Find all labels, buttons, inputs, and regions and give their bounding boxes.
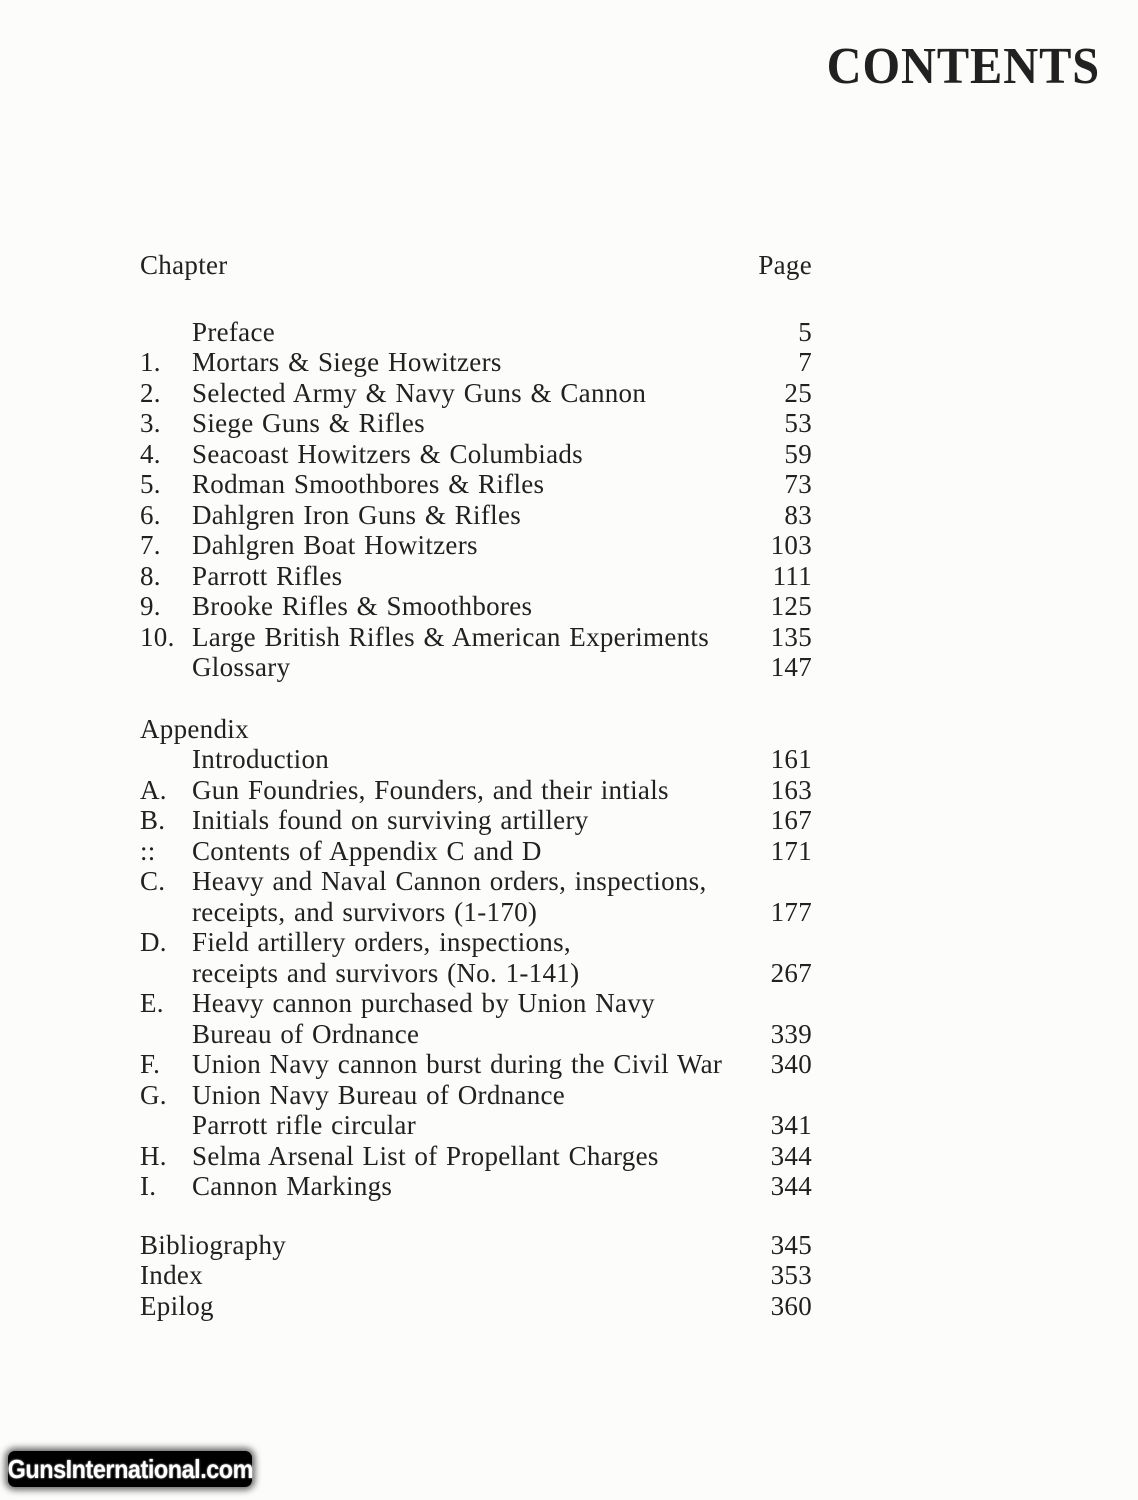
- toc-row-marker: B.: [140, 805, 166, 835]
- toc-row-page: 135: [770, 621, 812, 652]
- toc-row-page: 83: [784, 499, 812, 530]
- toc-row: [140, 1080, 812, 1111]
- toc-row: [140, 775, 812, 806]
- toc-row: [140, 1291, 812, 1322]
- toc-row-marker: 3.: [140, 408, 161, 438]
- chapter-column-header: Chapter: [140, 250, 228, 280]
- toc-row-marker: G.: [140, 1079, 167, 1110]
- toc-row: [140, 439, 812, 470]
- toc-row-title: receipts and survivors (No. 1-141): [192, 957, 580, 988]
- toc-row-marker: 2.: [140, 377, 161, 408]
- toc-row: [140, 958, 812, 989]
- toc-row-title: Mortars & Siege Howitzers: [192, 347, 502, 377]
- toc-row-title: Index: [140, 1260, 203, 1290]
- toc-row-marker: I.: [140, 1171, 157, 1201]
- toc-row-page: 147: [770, 652, 812, 682]
- toc-row-title: Union Navy cannon burst during the Civil War: [192, 1049, 723, 1079]
- toc-row: [140, 1260, 812, 1291]
- toc-row-page: 161: [770, 744, 812, 774]
- toc-row-marker: ::: [140, 835, 156, 866]
- toc-row-title: Bureau of Ordnance: [192, 1018, 420, 1049]
- toc-row-title: Selected Army & Navy Guns & Cannon: [192, 377, 647, 408]
- toc-row-title: Selma Arsenal List of Propellant Charges: [192, 1140, 659, 1171]
- toc-row: [140, 1230, 812, 1261]
- toc-row: [140, 866, 812, 897]
- toc-row: [140, 744, 812, 775]
- toc-row-marker: D.: [140, 927, 167, 957]
- toc-row-title: Parrott Rifles: [192, 560, 343, 591]
- toc-row-title: Field artillery orders, inspections,: [192, 927, 571, 957]
- section-gap: [140, 683, 812, 714]
- toc-row-title: Gun Foundries, Founders, and their intials: [192, 774, 669, 805]
- toc-row: [140, 317, 812, 348]
- toc-row-page: 7: [798, 347, 812, 377]
- toc-row-marker: H.: [140, 1140, 167, 1171]
- toc-row-page: 340: [770, 1049, 812, 1079]
- watermark-text: GunsInternational.com: [7, 1454, 253, 1484]
- toc-row: [140, 927, 812, 958]
- toc-row: [140, 591, 812, 622]
- toc-row: [140, 1049, 812, 1080]
- toc-row-page: 53: [784, 408, 812, 438]
- toc-row-page: 163: [770, 774, 812, 805]
- toc-row-title: Contents of Appendix C and D: [192, 835, 542, 866]
- toc-row-title: Epilog: [140, 1290, 214, 1321]
- toc-row-title: Heavy and Naval Cannon orders, inspections,: [192, 866, 707, 896]
- toc-row-page: 344: [770, 1171, 812, 1201]
- toc-row-page: 25: [784, 377, 812, 408]
- page-title: CONTENTS: [826, 38, 1100, 95]
- toc-row-title: Heavy cannon purchased by Union Navy: [192, 988, 655, 1018]
- back-matter-list: [140, 1230, 812, 1322]
- appendix-list: [140, 744, 812, 1202]
- toc-row-page: 171: [770, 835, 812, 866]
- table-of-contents: [140, 250, 812, 1321]
- toc-row-title: Union Navy Bureau of Ordnance: [192, 1079, 566, 1110]
- toc-row-marker: 1.: [140, 347, 161, 377]
- toc-row-page: 267: [770, 957, 812, 988]
- toc-row-marker: 6.: [140, 499, 161, 530]
- toc-row-title: Introduction: [192, 744, 330, 774]
- toc-row: [140, 805, 812, 836]
- toc-row-page: 345: [770, 1229, 812, 1260]
- watermark-badge: [8, 1451, 252, 1487]
- toc-row: [140, 1141, 812, 1172]
- toc-row-marker: 5.: [140, 469, 161, 499]
- toc-row-marker: 4.: [140, 438, 161, 469]
- toc-row-page: 344: [770, 1140, 812, 1171]
- toc-row: [140, 622, 812, 653]
- toc-row-page: 125: [770, 591, 812, 621]
- toc-row: [140, 500, 812, 531]
- toc-row: [140, 347, 812, 378]
- toc-row: [140, 652, 812, 683]
- page-column-header: Page: [758, 250, 812, 280]
- toc-row-page: 167: [770, 805, 812, 835]
- toc-row-page: 103: [770, 530, 812, 560]
- toc-row-marker: F.: [140, 1049, 161, 1079]
- toc-row-page: 111: [772, 560, 812, 591]
- toc-row: [140, 408, 812, 439]
- toc-row-page: 59: [784, 438, 812, 469]
- section-gap: [140, 1202, 812, 1230]
- toc-row-title: Glossary: [192, 652, 291, 682]
- toc-row: [140, 378, 812, 409]
- toc-row-title: Seacoast Howitzers & Columbiads: [192, 438, 583, 469]
- toc-row-title: Cannon Markings: [192, 1171, 393, 1201]
- toc-row-title: Rodman Smoothbores & Rifles: [192, 469, 545, 499]
- toc-row-marker: A.: [140, 774, 167, 805]
- appendix-section-label: Appendix: [140, 713, 249, 744]
- toc-row-page: 353: [770, 1260, 812, 1290]
- toc-row-title: Bibliography: [140, 1229, 287, 1260]
- toc-row: [140, 530, 812, 561]
- toc-row-title: Siege Guns & Rifles: [192, 408, 425, 438]
- toc-row: [140, 1019, 812, 1050]
- toc-row: [140, 897, 812, 928]
- toc-row-title: Dahlgren Boat Howitzers: [192, 530, 478, 560]
- toc-row-title: Preface: [192, 316, 276, 347]
- toc-row-marker: 10.: [140, 621, 175, 652]
- toc-row-marker: E.: [140, 988, 164, 1018]
- toc-row-marker: 7.: [140, 530, 161, 560]
- toc-row: [140, 561, 812, 592]
- toc-row-page: 5: [798, 316, 812, 347]
- toc-row-marker: 8.: [140, 560, 161, 591]
- toc-row-title: Dahlgren Iron Guns & Rifles: [192, 499, 522, 530]
- toc-row: [140, 469, 812, 500]
- toc-row-title: Large British Rifles & American Experiments: [192, 621, 710, 652]
- toc-row: [140, 1171, 812, 1202]
- toc-row-page: 339: [770, 1018, 812, 1049]
- toc-row-marker: C.: [140, 866, 166, 896]
- toc-header-row: [140, 250, 812, 281]
- toc-row-page: 177: [770, 896, 812, 927]
- toc-row-title: Parrott rifle circular: [192, 1110, 416, 1140]
- toc-row: [140, 1110, 812, 1141]
- toc-row: [140, 836, 812, 867]
- toc-row-title: Brooke Rifles & Smoothbores: [192, 591, 533, 621]
- chapter-list: [140, 317, 812, 683]
- toc-row-title: Initials found on surviving artillery: [192, 805, 589, 835]
- toc-row-page: 360: [770, 1290, 812, 1321]
- toc-row: [140, 988, 812, 1019]
- toc-row-page: 341: [770, 1110, 812, 1140]
- toc-row-title: receipts, and survivors (1-170): [192, 896, 538, 927]
- toc-row-marker: 9.: [140, 591, 161, 621]
- toc-row-page: 73: [784, 469, 812, 499]
